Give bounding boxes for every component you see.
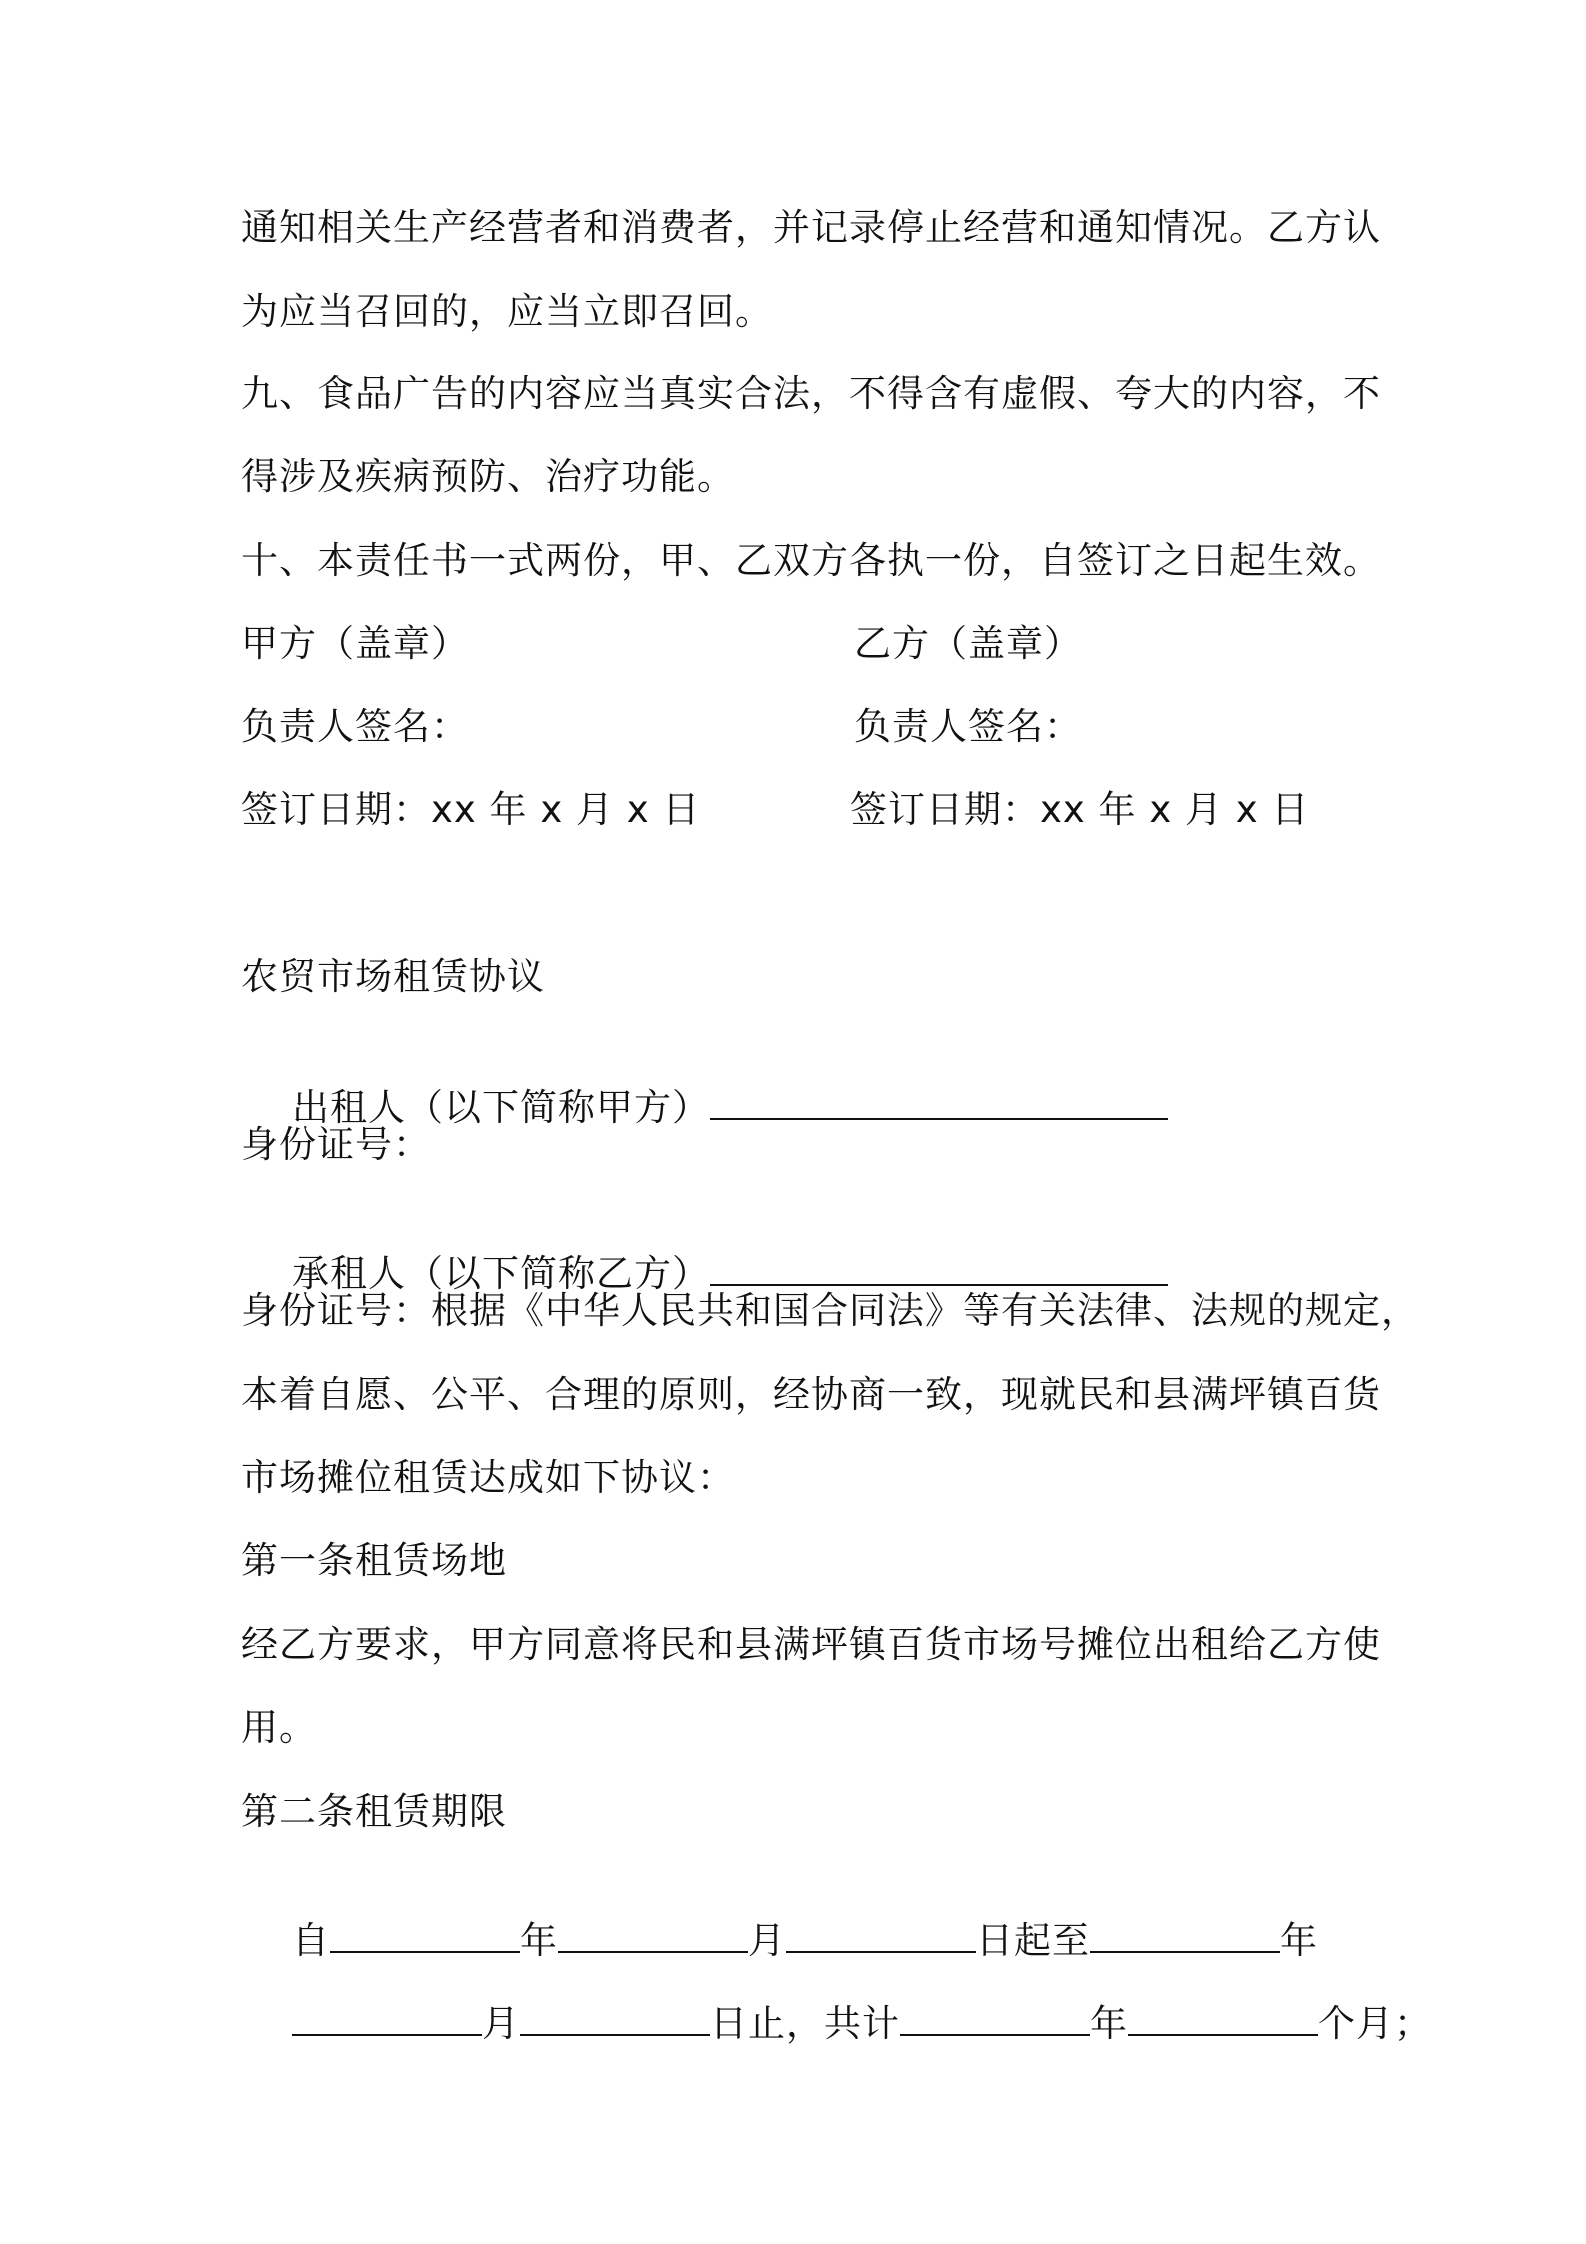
party-a-date: 签订日期：xx 年 x 月 x 日 [241, 788, 701, 831]
term-text: 月 [748, 1919, 787, 1962]
term-text: 年 [1090, 2002, 1129, 2045]
start-month-blank [558, 1917, 748, 1953]
end-month-blank [292, 2000, 482, 2036]
term-text: 月 [482, 2002, 521, 2045]
paragraph-line: 通知相关生产经营者和消费者，并记录停止经营和通知情况。乙方认 [241, 206, 1381, 249]
article-one-text: 经乙方要求，甲方同意将民和县满坪镇百货市场号摊位出租给乙方使 [241, 1623, 1381, 1666]
clause-nine: 九、食品广告的内容应当真实合法，不得含有虚假、夸大的内容，不 [241, 372, 1381, 415]
end-year-blank [1090, 1917, 1280, 1953]
total-months-blank [1128, 2000, 1318, 2036]
end-day-blank [520, 2000, 710, 2036]
term-text: 日起至 [976, 1919, 1091, 1962]
party-b-date: 签订日期：xx 年 x 月 x 日 [850, 788, 1310, 831]
lessee-blank [710, 1250, 1168, 1286]
paragraph-line: 得涉及疾病预防、治疗功能。 [241, 455, 735, 498]
party-b-seal: 乙方（盖章） [854, 622, 1082, 665]
lessor-label: 出租人（以下简称甲方） [292, 1086, 711, 1129]
term-text: 日止，共计 [710, 2002, 901, 2045]
start-year-blank [330, 1917, 520, 1953]
article-two-title: 第二条租赁期限 [241, 1790, 507, 1833]
clause-ten: 十、本责任书一式两份，甲、乙双方各执一份，自签订之日起生效。 [241, 539, 1381, 582]
article-one-title: 第一条租赁场地 [241, 1539, 507, 1582]
party-a-seal: 甲方（盖章） [241, 622, 469, 665]
start-day-blank [786, 1917, 976, 1953]
term-text: 年 [1280, 1919, 1319, 1962]
lessor-blank [710, 1084, 1168, 1120]
total-years-blank [900, 2000, 1090, 2036]
term-line-2 [241, 1956, 1432, 2090]
basis-line: 本着自愿、公平、合理的原则，经协商一致，现就民和县满坪镇百货 [241, 1373, 1381, 1416]
term-text: 个月； [1318, 2002, 1433, 2045]
lessee-label: 承租人（以下简称乙方） [292, 1252, 711, 1295]
basis-line: 身份证号：根据《中华人民共和国合同法》等有关法律、法规的规定， [241, 1289, 1419, 1332]
article-one-text: 用。 [241, 1706, 317, 1749]
agreement-title: 农贸市场租赁协议 [241, 955, 545, 998]
party-a-signature: 负责人签名： [241, 705, 469, 748]
basis-line: 市场摊位租赁达成如下协议： [241, 1456, 735, 1499]
paragraph-line: 为应当召回的，应当立即召回。 [241, 290, 773, 333]
term-text: 年 [520, 1919, 559, 1962]
id-number-label: 身份证号： [241, 1123, 431, 1166]
party-b-signature: 负责人签名： [854, 705, 1082, 748]
term-text: 自 [292, 1919, 331, 1962]
